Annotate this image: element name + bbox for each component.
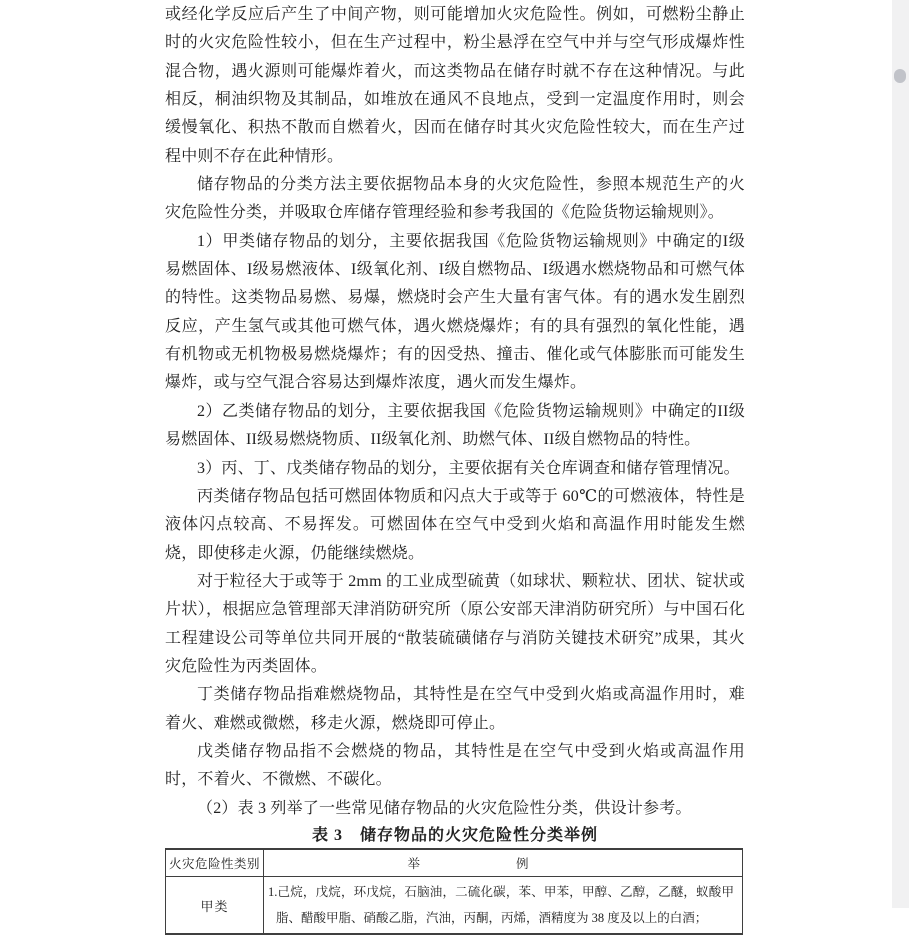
classification-table [165,848,743,935]
paragraph: 1）甲类储存物品的划分，主要依据我国《危险货物运输规则》中确定的I级易燃固体、I级易燃液体、I级氧化剂、I级自燃物品、I级遇水燃烧物品和可燃气体的特性。这类物品易燃、易爆，燃烧时会产生大量有害气体。有的遇水发生剧烈反应，产生氢气或其他可燃气体，遇火燃烧爆炸；有的具有强烈的氧化性能，遇有机物或无机物极易燃烧爆炸；有的因受热、撞击、催化或气体膨胀而可能发生爆炸，或与空气混合容易达到爆炸浓度，遇火而发生爆炸。 [165,232,745,392]
paragraph: 2）乙类储存物品的划分，主要依据我国《危险货物运输规则》中确定的II级易燃固体、II级易燃烧物质、II级氧化剂、助燃气体、II级自燃物品的特性。 [165,402,745,449]
table-row [166,877,743,935]
cell-examples: 1.己烷，戊烷，环戊烷，石脑油，二硫化碳，苯、甲苯，甲醇、乙醇，乙醚，蚁酸甲脂、醋酸甲脂、硝酸乙脂，汽油，丙酮，丙烯，酒精度为 38 度及以上的白酒； [264,877,743,935]
header-examples-label [229,854,707,872]
paragraph: 丙类储存物品包括可燃固体物质和闪点大于或等于 60℃的可燃液体，特性是液体闪点较高、不易挥发。可燃固体在空气中受到火焰和高温作用时能发生燃烧，即使移走火源，仍能继续燃烧。 [165,487,745,562]
cell-category: 甲类 [166,877,264,935]
header-examples-char: 例 [516,857,529,872]
paragraph: 丁类储存物品指难燃烧物品，其特性是在空气中受到火焰或高温作用时，难着火、难燃或微燃，移走火源，燃烧即可停止。 [165,686,745,732]
paragraph: 或经化学反应后产生了中间产物，则可能增加火灾危险性。例如，可燃粉尘静止时的火灾危险性较小，但在生产过程中，粉尘悬浮在空气中并与空气形成爆炸性混合物，遇火源则可能爆炸着火，而这类物品在储存时就不存在这种情况。与此相反，桐油织物及其制品，如堆放在通风不良地点，受到一定温度作用时，则会缓慢氧化、积热不散而自燃着火，因而在储存时其火灾危险性较大，而在生产过程中则不存在此种情形。 [165,6,745,165]
scrollbar-thumb[interactable] [894,69,906,83]
document-page [165,1,745,935]
scrollbar-track[interactable] [892,0,909,908]
header-cell-category: 火灾危险性类别 [166,849,264,877]
table-caption: 表 3 储存物品的火灾危险性分类举例 [311,826,598,844]
paragraph: 戊类储存物品指不会燃烧的物品，其特性是在空气中受到火焰或高温作用时，不着火、不微燃、不碳化。 [165,742,745,789]
paragraph: 对于粒径大于或等于 2mm 的工业成型硫黄（如球状、颗粒状、团状、锭状或片状），根据应急管理部天津消防研究所（原公安部天津消防研究所）与中国石化工程建设公司等单位共同开展的“散装硫磺储存与消防关键技术研究”成果，其火灾危险性为丙类固体。 [165,572,745,675]
paragraph: 储存物品的分类方法主要依据物品本身的火灾危险性，参照本规范生产的火灾危险性分类，并吸取仓库储存管理经验和参考我国的《危险货物运输规则》。 [165,176,745,222]
paragraph: 3）丙、丁、戊类储存物品的划分，主要依据有关仓库调查和储存管理情况。 [197,459,740,477]
header-cell-examples [264,849,743,877]
header-examples-char: 举 [407,857,420,872]
table-header-row [166,849,743,877]
paragraph: （2）表 3 列举了一些常见储存物品的火灾危险性分类，供设计参考。 [197,799,692,817]
